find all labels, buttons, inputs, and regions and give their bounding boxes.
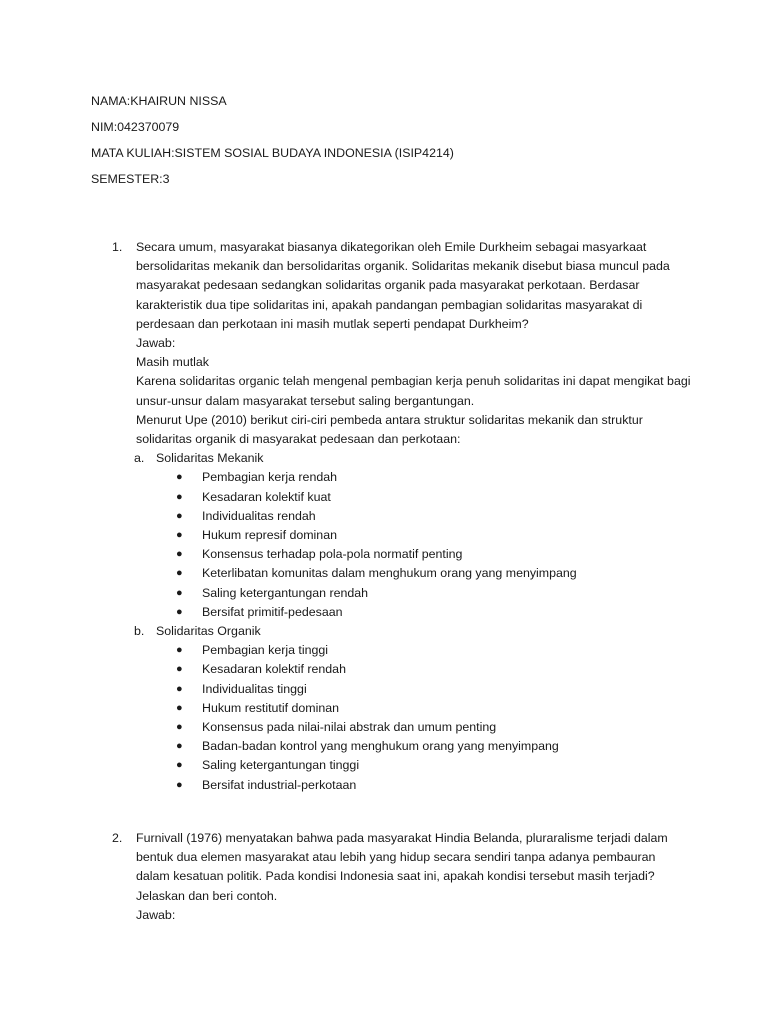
student-nim: NIM:042370079 xyxy=(91,120,180,134)
item-title: Solidaritas Mekanik xyxy=(156,451,264,466)
question-2 xyxy=(112,829,692,925)
organic-traits-list xyxy=(112,641,692,795)
bullet-icon: ● xyxy=(176,605,183,618)
bullet-icon: ● xyxy=(176,490,183,503)
bullet-icon: ● xyxy=(176,509,183,522)
bullet-icon: ● xyxy=(176,740,183,753)
answer-label: Jawab: xyxy=(136,336,176,351)
bullet-icon: ● xyxy=(176,701,183,714)
answer-paragraph: Menurut Upe (2010) berikut ciri-ciri pembeda antara struktur solidaritas mekanik dan struktur solidaritas organik di masyarakat pedesaan dan perkotaan: xyxy=(136,412,643,447)
list-item: ● Kesadaran kolektif kuat xyxy=(112,488,692,507)
list-item: ● Saling ketergantungan rendah xyxy=(112,584,692,603)
bullet-icon: ● xyxy=(176,682,183,695)
bullet-icon: ● xyxy=(176,471,183,484)
question-1 xyxy=(112,238,692,795)
bullet-icon: ● xyxy=(176,548,183,561)
item-title: Solidaritas Organik xyxy=(156,624,261,639)
answer-label: Jawab: xyxy=(136,907,176,922)
list-item: ● Hukum represif dominan xyxy=(112,526,692,545)
question-body xyxy=(136,829,692,925)
question-text: Secara umum, masyarakat biasanya dikategorikan oleh Emile Durkheim sebagai masyarkaat bersolidaritas mekanik dan bersolidaritas organik. Solidaritas mekanik disebut biasa muncul pada masyarakat pedesaan sedangkan solidaritas organik pada masyarakat perkotaan. Berdasar karakteristik dua tipe solidaritas ini, apakah pandangan pembagian solidaritas masyarakat di perdesaan dan perkotaan ini masih mutlak seperti pendapat Durkheim? xyxy=(136,240,670,331)
list-item: ● Keterlibatan komunitas dalam menghukum orang yang menyimpang xyxy=(112,564,692,583)
course-name: MATA KULIAH:SISTEM SOSIAL BUDAYA INDONESIA (ISIP4214) xyxy=(91,146,454,160)
list-item xyxy=(112,622,692,641)
list-item: ● Hukum restitutif dominan xyxy=(112,699,692,718)
list-item: ● Konsensus terhadap pola-pola normatif penting xyxy=(112,545,692,564)
bullet-icon: ● xyxy=(176,778,183,791)
list-item: ● Bersifat industrial-perkotaan xyxy=(112,776,692,795)
question-number: 1. xyxy=(112,240,123,254)
bullet-icon: ● xyxy=(176,759,183,772)
list-item: ● Badan-badan kontrol yang menghukum orang yang menyimpang xyxy=(112,737,692,756)
bullet-icon: ● xyxy=(176,721,183,734)
bullet-icon: ● xyxy=(176,586,183,599)
item-letter: a. xyxy=(134,451,145,466)
bullet-icon: ● xyxy=(176,567,183,580)
bullet-icon: ● xyxy=(176,644,183,657)
item-letter: b. xyxy=(134,624,145,639)
list-item: ● Konsensus pada nilai-nilai abstrak dan umum penting xyxy=(112,718,692,737)
list-item: ● Kesadaran kolektif rendah xyxy=(112,660,692,679)
list-item: ● Saling ketergantungan tinggi xyxy=(112,756,692,775)
student-name: NAMA:KHAIRUN NISSA xyxy=(91,94,227,108)
solidarity-types-list xyxy=(112,622,692,641)
student-header xyxy=(91,94,454,198)
solidarity-types-list xyxy=(112,449,692,468)
list-item xyxy=(112,449,692,468)
list-item: ● Individualitas tinggi xyxy=(112,680,692,699)
question-number: 2. xyxy=(112,831,123,845)
bullet-icon: ● xyxy=(176,663,183,676)
question-text: Furnivall (1976) menyatakan bahwa pada masyarakat Hindia Belanda, pluraralisme terjadi dalam bentuk dua elemen masyarakat atau lebih yang hidup secara sendiri tanpa adanya pembauran dalam kesatuan politik. Pada kondisi Indonesia saat ini, apakah kondisi tersebut masih terjadi? Jelaskan dan beri contoh. xyxy=(136,831,668,903)
semester: SEMESTER:3 xyxy=(91,172,170,186)
answer-short: Masih mutlak xyxy=(136,355,209,370)
list-item: ● Pembagian kerja rendah xyxy=(112,468,692,487)
answer-paragraph: Karena solidaritas organic telah mengenal pembagian kerja penuh solidaritas ini dapat mengikat bagi unsur-unsur dalam masyarakat tersebut saling bergantungan. xyxy=(136,374,691,408)
list-item: ● Bersifat primitif-pedesaan xyxy=(112,603,692,622)
question-body xyxy=(136,238,692,795)
list-item: ● Pembagian kerja tinggi xyxy=(112,641,692,660)
mechanical-traits-list xyxy=(112,468,692,622)
bullet-icon: ● xyxy=(176,529,183,542)
list-item: ● Individualitas rendah xyxy=(112,507,692,526)
